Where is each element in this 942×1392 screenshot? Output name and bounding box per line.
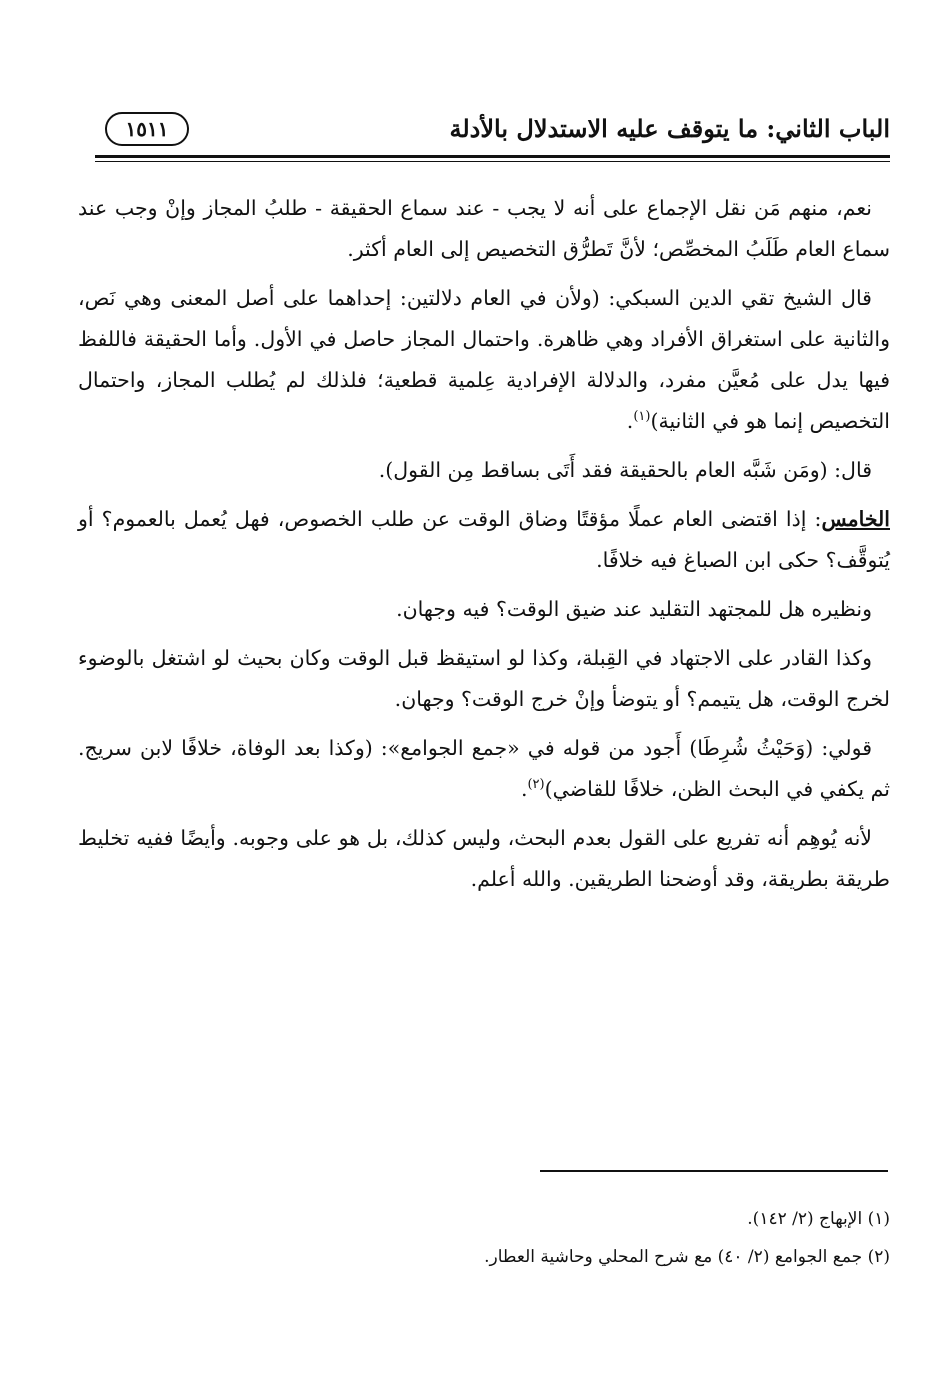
paragraph-5: ونظيره هل للمجتهد التقليد عند ضيق الوقت؟ فيه وجهان. [396, 597, 872, 621]
paragraph-8: لأنه يُوهِم أنه تفريع على القول بعدم البحث، وليس كذلك، بل هو على وجوبه. وأيضًا ففيه تخليط طريقة بطريقة، وقد أوضحنا الطريقين. والله أعلم. [78, 826, 890, 891]
paragraph-4 [78, 499, 890, 581]
chapter-title: الباب الثاني: ما يتوقف عليه الاستدلال بالأدلة [449, 114, 890, 143]
paragraph-3: قال: (ومَن شَبَّه العام بالحقيقة فقد أَتَى بساقط مِن القول). [378, 458, 872, 482]
paragraph-7: قولي: (وَحَيْثُ شُرِطَا) أَجود من قوله في «جمع الجوامع»: (وكذا بعد الوفاة، خلافًا لابن سريج. ثم يكفي في البحث الظن، خلافًا للقاضي)$^{(٢)}$. [78, 736, 890, 801]
footnote-2: (٢) جمع الجوامع (٢/ ٤٠) مع شرح المحلي وحاشية العطار. [484, 1247, 890, 1267]
footnote-1: (١) الإبهاج (٢/ ١٤٢). [747, 1209, 890, 1229]
footnotes [78, 1200, 890, 1276]
running-header [95, 100, 890, 160]
footnote-separator [540, 1170, 888, 1172]
section-term: الخامس [821, 507, 890, 531]
paragraph-2-text: قال الشيخ تقي الدين السبكي: (ولأن في العام دلالتين: إحداهما على أصل المعنى وهي نَص، والثانية على استغراق الأفراد وهي ظاهرة. واحتمال المجاز حاصل في الأول. وأما الحقيقة فاللفظ فيها يدل على مُعيَّن مفرد، والدلالة الإفرادية عِلمية قطعية؛ فلذلك لم يُطلب المجاز، واحتمال التخصيص إنما هو في الثانية) [78, 286, 890, 433]
paragraph-2: قال الشيخ تقي الدين السبكي: (ولأن في العام دلالتين: إحداهما على أصل المعنى وهي نَص، والثانية على استغراق الأفراد وهي ظاهرة. واحتمال المجاز حاصل في الأول. وأما الحقيقة فاللفظ فيها يدل على مُعيَّن مفرد، والدلالة الإفرادية عِلمية قطعية؛ فلذلك لم يُطلب المجاز، واحتمال التخصيص إنما هو في الثانية)$^{(١)}$. [78, 286, 890, 433]
paragraph-6: وكذا القادر على الاجتهاد في القِبلة، وكذا لو استيقظ قبل الوقت وكان بحيث لو اشتغل بالوضوء لخرج الوقت، هل يتيمم؟ أو يتوضأ وإنْ خرج الوقت؟ وجهان. [78, 646, 890, 711]
paragraph-4-text: : إذا اقتضى العام عملًا مؤقتًا وضاق الوقت عن طلب الخصوص، فهل يُعمل بالعموم؟ أو يُتوقَّف؟ حكى ابن الصباغ فيه خلافًا. [78, 507, 890, 572]
main-text [78, 188, 890, 908]
paragraph-7-text: قولي: (وَحَيْثُ شُرِطَا) أَجود من قوله في «جمع الجوامع»: (وكذا بعد الوفاة، خلافًا لابن سريج. ثم يكفي في البحث الظن، خلافًا للقاضي) [78, 736, 890, 801]
header-rule-thin [95, 161, 890, 162]
page-number: ١٥١١ [105, 112, 189, 146]
footnote-ref-1: (١) [633, 409, 651, 425]
paragraph-1: نعم، منهم مَن نقل الإجماع على أنه لا يجب - عند سماع الحقيقة - طلبُ المجاز وإنْ وجب عند سماع العام طَلَبُ المخصِّص؛ لأنَّ تَطرُّق التخصيص إلى العام أكثر. [78, 196, 890, 261]
header-rule-thick [95, 155, 890, 158]
footnote-ref-2: (٢) [527, 777, 545, 793]
